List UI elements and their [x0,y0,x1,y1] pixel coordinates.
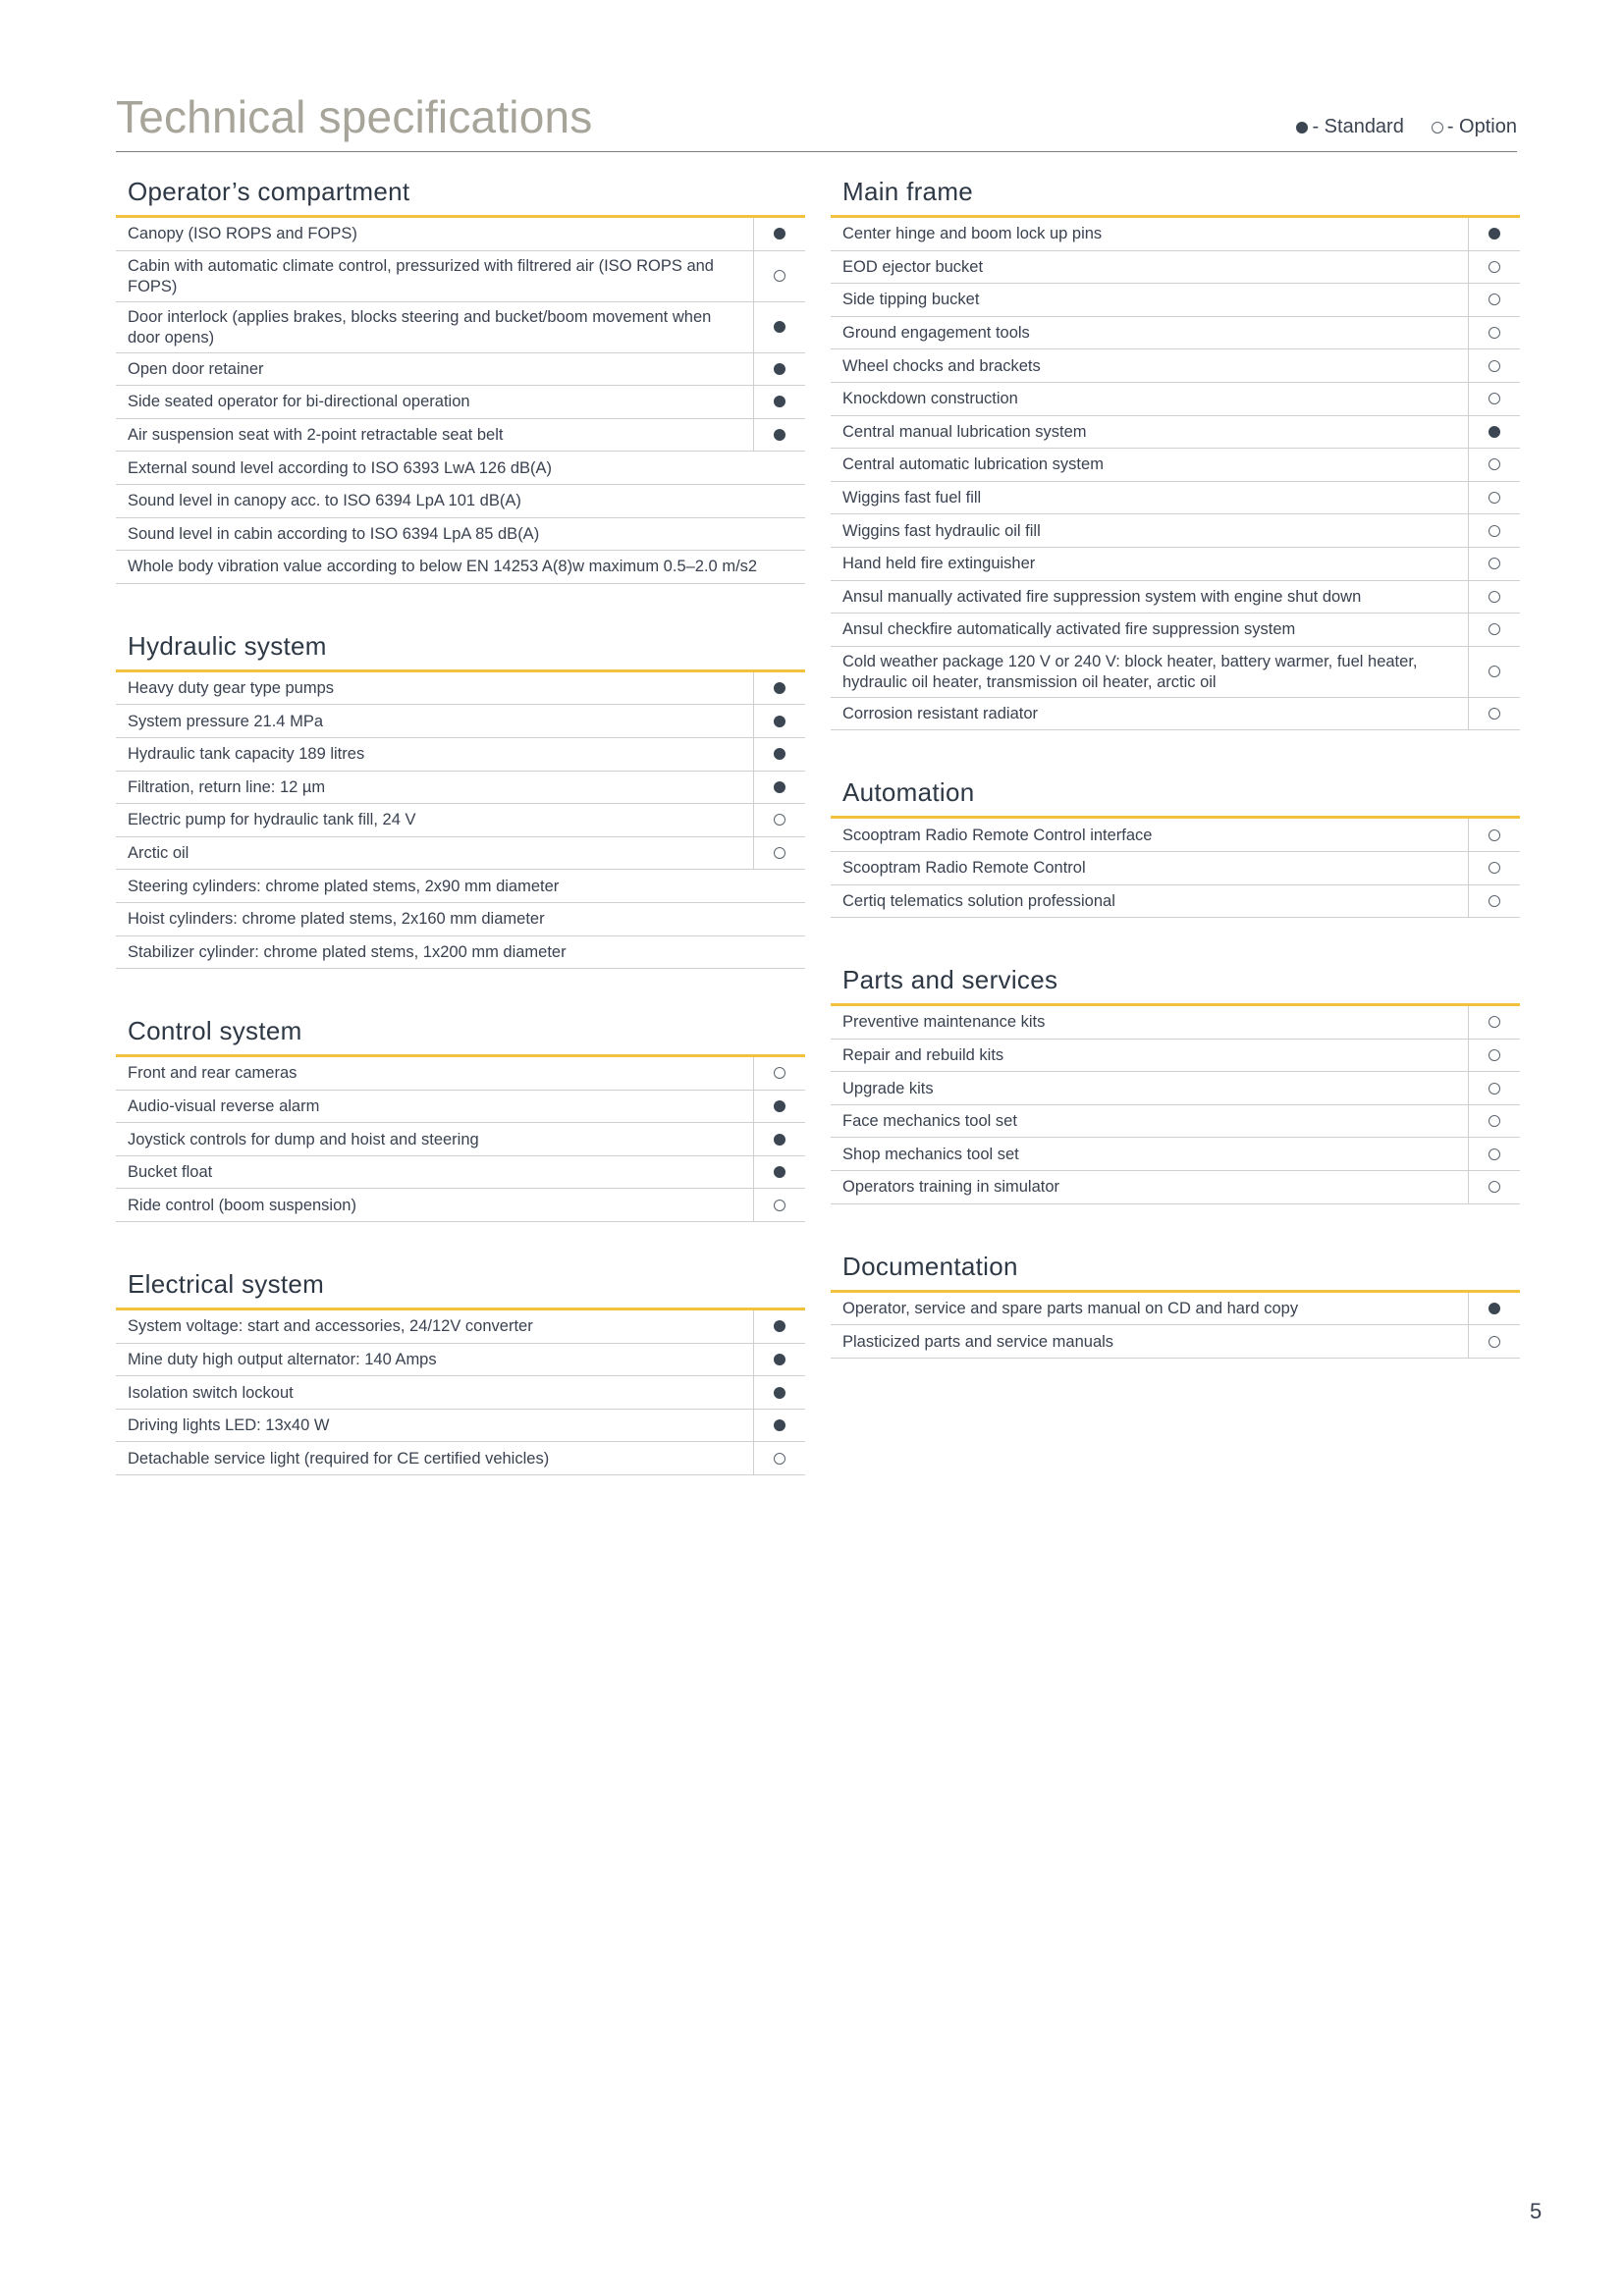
spec-row [831,349,1520,383]
option-circle-icon [1489,261,1500,273]
option-circle-icon [1489,360,1500,372]
spec-row [116,1310,805,1344]
section-hydraulic-system [116,631,805,969]
section-title: Main frame [831,177,1520,218]
spec-label: Ride control (boom suspension) [128,1196,356,1214]
spec-mark-cell [1468,852,1520,884]
spec-label: Bucket float [128,1163,213,1182]
spec-row [831,383,1520,416]
spec-label: Operator, service and spare parts manual on CD and hard copy [842,1299,1299,1317]
page-title: Technical specifications [116,91,593,142]
legend-option-label: - Option [1446,116,1517,137]
spec-row [116,936,805,970]
spec-label: Arctic oil [128,844,189,863]
spec-row [116,1344,805,1377]
spec-row [116,1156,805,1190]
spec-row [116,302,805,353]
option-circle-icon [1489,1016,1500,1028]
spec-row [116,1442,805,1475]
option-circle-icon [1489,1115,1500,1127]
spec-mark-cell [1468,819,1520,851]
legend-option [1432,116,1517,138]
spec-label: System voltage: start and accessories, 24/12V converter [128,1317,533,1336]
spec-mark-cell [753,837,805,870]
spec-row [831,614,1520,647]
spec-row [831,885,1520,919]
standard-dot-icon [774,781,785,793]
standard-dot-icon [774,1100,785,1112]
spec-row [116,1057,805,1091]
spec-mark-cell [1468,284,1520,316]
spec-row [116,772,805,805]
spec-label: Scooptram Radio Remote Control interface [842,826,1153,844]
spec-label: Hoist cylinders: chrome plated stems, 2x160 mm diameter [128,910,545,929]
spec-row [116,1091,805,1124]
spec-label: Side seated operator for bi-directional operation [128,393,470,411]
spec-row [831,1138,1520,1171]
spec-row [831,1293,1520,1326]
spec-row [116,1123,805,1156]
spec-mark-cell [1468,647,1520,697]
section-title: Automation [831,777,1520,819]
spec-mark-cell [753,1410,805,1442]
spec-label: Joystick controls for dump and hoist and steering [128,1130,479,1148]
spec-mark-cell [1468,581,1520,614]
spec-mark-cell [753,1310,805,1343]
spec-label: External sound level according to ISO 6393 LwA 126 dB(A) [128,458,553,477]
option-circle-icon [1489,862,1500,874]
spec-label: Hydraulic tank capacity 189 litres [128,745,365,764]
spec-row [831,317,1520,350]
spec-mark-cell [1468,1138,1520,1170]
section-documentation [831,1252,1520,1359]
spec-label: Side tipping bucket [842,291,980,309]
section-title: Operator’s compartment [116,177,805,218]
spec-row [116,353,805,387]
spec-row [831,852,1520,885]
spec-row [831,819,1520,852]
spec-row [831,218,1520,251]
spec-label: Audio-visual reverse alarm [128,1096,320,1115]
spec-mark-cell [753,672,805,705]
spec-label: Plasticized parts and service manuals [842,1332,1114,1351]
legend-standard-label: - Standard [1312,116,1404,137]
spec-label: Driving lights LED: 13x40 W [128,1416,330,1435]
section-parts-and-services [831,965,1520,1204]
option-circle-icon [1489,1181,1500,1193]
option-circle-icon [1489,591,1500,603]
spec-label: Electric pump for hydraulic tank fill, 24 V [128,811,416,829]
page-number: 5 [1530,2199,1543,2223]
spec-label: Scooptram Radio Remote Control [842,859,1086,878]
spec-row [831,1171,1520,1204]
option-circle-icon [1489,829,1500,841]
spec-row [116,804,805,837]
spec-mark-cell [753,1123,805,1155]
option-circle-icon [1432,122,1443,133]
spec-label: Steering cylinders: chrome plated stems, 2x90 mm diameter [128,877,560,895]
spec-row [116,485,805,518]
standard-dot-icon [774,1354,785,1365]
spec-row [831,449,1520,482]
spec-row [831,284,1520,317]
spec-row [116,672,805,706]
option-circle-icon [774,847,785,859]
spec-label: Ansul checkfire automatically activated fire suppression system [842,620,1296,639]
spec-mark-cell [1468,1325,1520,1358]
spec-mark-cell [753,705,805,737]
standard-dot-icon [774,321,785,333]
spec-label: Front and rear cameras [128,1064,298,1083]
spec-row [116,218,805,251]
section-main-frame [831,177,1520,730]
spec-row [116,870,805,903]
spec-label: Canopy (ISO ROPS and FOPS) [128,225,357,243]
spec-row [831,548,1520,581]
spec-mark-cell [1468,698,1520,730]
spec-mark-cell [753,772,805,804]
spec-row [831,1072,1520,1105]
standard-dot-icon [774,1134,785,1146]
spec-row [831,514,1520,548]
spec-row [831,698,1520,731]
spec-label: Cold weather package 120 V or 240 V: block heater, battery warmer, fuel heater, hydraulic oil heater, transmission oil heater, arctic oil [842,652,1418,691]
spec-row [116,1410,805,1443]
spec-row [116,738,805,772]
spec-mark-cell [753,804,805,836]
option-circle-icon [774,1200,785,1211]
section-control-system [116,1016,805,1222]
spec-label: Central manual lubrication system [842,422,1087,441]
spec-mark-cell [1468,1072,1520,1104]
legend-standard [1296,116,1403,138]
spec-label: Filtration, return line: 12 µm [128,777,326,796]
option-circle-icon [1489,623,1500,635]
spec-row [116,903,805,936]
spec-row [116,1189,805,1222]
legend [1269,116,1517,138]
option-circle-icon [1489,1336,1500,1348]
standard-dot-icon [774,363,785,375]
option-circle-icon [1489,558,1500,569]
spec-mark-cell [753,218,805,250]
spec-label: Sound level in cabin according to ISO 6394 LpA 85 dB(A) [128,524,540,543]
spec-mark-cell [753,1057,805,1090]
standard-dot-icon [774,1166,785,1178]
spec-mark-cell [753,1091,805,1123]
section-title: Control system [116,1016,805,1057]
option-circle-icon [774,270,785,282]
spec-label: Hand held fire extinguisher [842,555,1036,573]
spec-mark-cell [753,1156,805,1189]
option-circle-icon [774,814,785,826]
spec-mark-cell [753,738,805,771]
spec-row [831,251,1520,285]
spec-row [116,386,805,419]
standard-dot-icon [774,1419,785,1431]
spec-label: Mine duty high output alternator: 140 Amps [128,1350,437,1368]
spec-row [116,251,805,302]
spec-mark-cell [1468,251,1520,284]
spec-label: Ansul manually activated fire suppression system with engine shut down [842,587,1362,606]
spec-mark-cell [1468,349,1520,382]
option-circle-icon [1489,1083,1500,1095]
spec-mark-cell [1468,514,1520,547]
spec-mark-cell [1468,218,1520,250]
option-circle-icon [1489,393,1500,404]
spec-label: Wheel chocks and brackets [842,356,1041,375]
spec-label: Central automatic lubrication system [842,455,1104,474]
spec-mark-cell [1468,548,1520,580]
spec-label: Isolation switch lockout [128,1383,294,1402]
spec-mark-cell [1468,383,1520,415]
page-header [116,90,1517,152]
right-column [831,177,1520,1406]
spec-label: Certiq telematics solution professional [842,891,1115,910]
standard-dot-icon [774,1320,785,1332]
spec-mark-cell [753,353,805,386]
option-circle-icon [1489,895,1500,907]
spec-label: Open door retainer [128,359,264,378]
left-column [116,177,805,1522]
spec-row [116,419,805,453]
spec-row [116,837,805,871]
spec-mark-cell [1468,1171,1520,1203]
option-circle-icon [1489,327,1500,339]
spec-row [116,518,805,552]
spec-mark-cell [753,386,805,418]
spec-mark-cell [1468,1105,1520,1138]
spec-mark-cell [1468,1006,1520,1039]
spec-label: Center hinge and boom lock up pins [842,225,1103,243]
option-circle-icon [1489,1049,1500,1061]
spec-label: System pressure 21.4 MPa [128,712,323,730]
spec-label: Detachable service light (required for CE certified vehicles) [128,1449,550,1468]
spec-row [116,452,805,485]
standard-dot-icon [1296,122,1308,133]
spec-row [831,416,1520,450]
spec-label: Wiggins fast fuel fill [842,489,982,507]
spec-label: Door interlock (applies brakes, blocks steering and bucket/boom movement when door opens) [128,307,712,347]
standard-dot-icon [1489,426,1500,438]
spec-row [116,551,805,584]
standard-dot-icon [1489,1303,1500,1314]
spec-mark-cell [1468,416,1520,449]
spec-mark-cell [753,1344,805,1376]
option-circle-icon [1489,294,1500,305]
standard-dot-icon [774,228,785,240]
spec-label: Stabilizer cylinder: chrome plated stems, 1x200 mm diameter [128,942,567,961]
standard-dot-icon [774,429,785,441]
spec-row [831,482,1520,515]
spec-mark-cell [753,251,805,301]
spec-label: Wiggins fast hydraulic oil fill [842,521,1041,540]
section-automation [831,777,1520,918]
spec-label: Air suspension seat with 2-point retractable seat belt [128,426,504,445]
standard-dot-icon [1489,228,1500,240]
standard-dot-icon [774,396,785,407]
spec-mark-cell [1468,614,1520,646]
option-circle-icon [774,1453,785,1465]
spec-label: Preventive maintenance kits [842,1013,1046,1032]
spec-row [831,1105,1520,1139]
spec-label: Sound level in canopy acc. to ISO 6394 LpA 101 dB(A) [128,492,521,510]
spec-row [116,705,805,738]
spec-mark-cell [753,1442,805,1474]
section-electrical-system [116,1269,805,1475]
option-circle-icon [1489,525,1500,537]
spec-label: Corrosion resistant radiator [842,705,1038,723]
standard-dot-icon [774,748,785,760]
option-circle-icon [774,1067,785,1079]
option-circle-icon [1489,458,1500,470]
option-circle-icon [1489,492,1500,504]
option-circle-icon [1489,708,1500,720]
standard-dot-icon [774,682,785,694]
section-operator-s-compartment [116,177,805,584]
spec-mark-cell [753,419,805,452]
spec-mark-cell [1468,317,1520,349]
standard-dot-icon [774,1387,785,1399]
spec-mark-cell [1468,482,1520,514]
spec-label: Heavy duty gear type pumps [128,679,335,698]
spec-label: Operators training in simulator [842,1178,1060,1197]
spec-row [831,1040,1520,1073]
spec-label: Upgrade kits [842,1079,934,1097]
spec-label: Ground engagement tools [842,324,1030,343]
spec-mark-cell [1468,1293,1520,1325]
option-circle-icon [1489,1148,1500,1160]
section-title: Hydraulic system [116,631,805,672]
spec-label: Repair and rebuild kits [842,1045,1004,1064]
spec-label: Knockdown construction [842,390,1018,408]
spec-row [831,647,1520,698]
spec-label: EOD ejector bucket [842,257,984,276]
spec-mark-cell [1468,885,1520,918]
spec-mark-cell [753,1189,805,1221]
spec-row [831,1325,1520,1359]
spec-row [831,581,1520,614]
option-circle-icon [1489,666,1500,677]
spec-row [831,1006,1520,1040]
spec-mark-cell [1468,1040,1520,1072]
spec-label: Whole body vibration value according to below EN 14253 A(8)w maximum 0.5–2.0 m/s2 [128,558,758,576]
spec-label: Face mechanics tool set [842,1112,1017,1131]
spec-row [116,1376,805,1410]
spec-mark-cell [753,302,805,352]
section-title: Parts and services [831,965,1520,1006]
section-title: Documentation [831,1252,1520,1293]
spec-label: Cabin with automatic climate control, pressurized with filtrered air (ISO ROPS and FOPS) [128,256,714,295]
spec-mark-cell [1468,449,1520,481]
spec-mark-cell [753,1376,805,1409]
standard-dot-icon [774,716,785,727]
section-title: Electrical system [116,1269,805,1310]
spec-label: Shop mechanics tool set [842,1145,1019,1163]
